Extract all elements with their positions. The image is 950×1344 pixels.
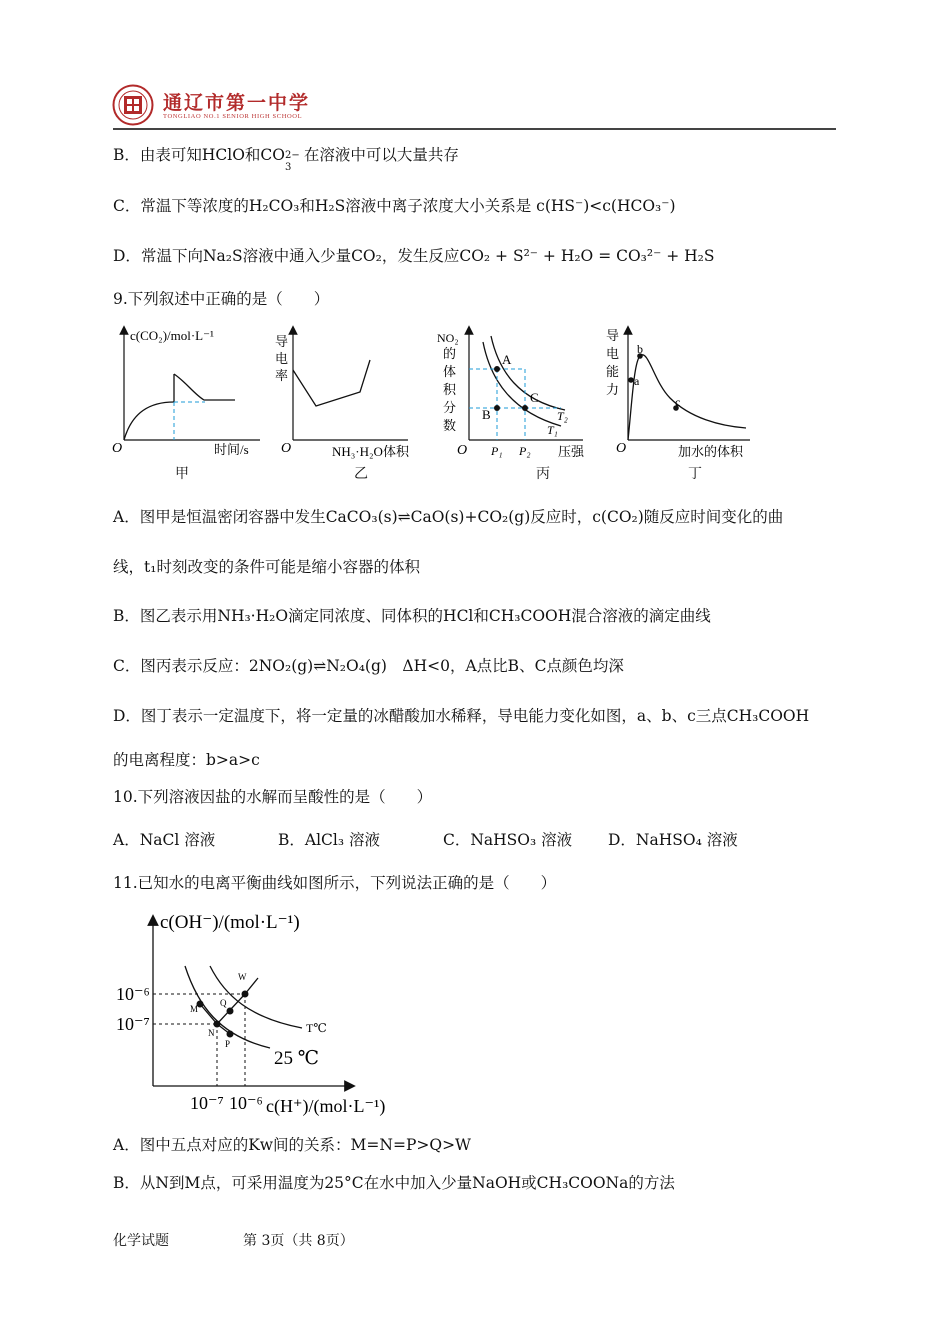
yi-curve bbox=[293, 360, 370, 406]
jia-xlabel: 时间/s bbox=[214, 442, 249, 457]
ding-ylabel-1: 导 bbox=[606, 328, 620, 343]
q11-label-curve-t: T℃ bbox=[306, 1021, 327, 1035]
q11-xlabel: c(H⁺)/(mol·L⁻¹) bbox=[266, 1096, 386, 1116]
school-name-en: TONGLIAO NO.1 SENIOR HIGH SCHOOL bbox=[163, 113, 303, 120]
q8-option-d: D．常温下向Na₂S溶液中通入少量CO₂，发生反应CO₂ + S²⁻ + H₂O = CO₃²⁻ + H₂S bbox=[113, 247, 715, 265]
figure-jia bbox=[110, 322, 270, 462]
yi-caption: 乙 bbox=[354, 466, 368, 482]
q8-option-c: C．常温下等浓度的H₂CO₃和H₂S溶液中离子浓度大小关系是 c(HS⁻)<c(HCO₃⁻) bbox=[113, 197, 676, 215]
q11-label-w: W bbox=[238, 972, 247, 982]
bing-p2: P₂ bbox=[519, 444, 531, 458]
figure-yi bbox=[268, 322, 428, 462]
q11-point-w bbox=[242, 991, 249, 998]
ding-caption: 丁 bbox=[688, 466, 702, 482]
q11-tick-x-6: 10⁻⁶ bbox=[229, 1093, 263, 1113]
figure-bing bbox=[433, 322, 598, 462]
jia-curve-decay bbox=[174, 374, 235, 400]
q11-point-n bbox=[214, 1021, 221, 1028]
bing-label-a: A bbox=[502, 352, 512, 367]
q10-option-a: A．NaCl 溶液 bbox=[113, 831, 216, 849]
q11-label-q: Q bbox=[220, 998, 227, 1008]
figure-ding bbox=[600, 322, 760, 462]
ding-xlabel: 加水的体积 bbox=[678, 444, 744, 459]
ding-ylabel-3: 能 bbox=[606, 364, 620, 379]
yi-ylabel-2: 电 bbox=[275, 351, 289, 366]
q11-stem: 11.已知水的电离平衡曲线如图所示，下列说法正确的是（ ） bbox=[113, 874, 557, 892]
q11-option-a: A．图中五点对应的Kw间的关系：M=N=P>Q>W bbox=[113, 1136, 471, 1154]
q9-option-a-line2: 线，t₁时刻改变的条件可能是缩小容器的体积 bbox=[113, 558, 420, 576]
q11-point-q bbox=[227, 1008, 234, 1015]
ding-label-b: b bbox=[637, 342, 643, 356]
q11-label-m: M bbox=[190, 1004, 199, 1014]
bing-label-b: B bbox=[482, 407, 491, 422]
ding-label-a: a bbox=[634, 374, 640, 388]
yi-xlabel: NH₃·H₂O体积 bbox=[332, 444, 409, 459]
q11-line-mn bbox=[200, 1004, 217, 1024]
figure-water-ionization bbox=[110, 906, 410, 1122]
ding-ylabel-4: 力 bbox=[606, 382, 620, 397]
q9-option-a-line1: A．图甲是恒温密闭容器中发生CaCO₃(s)⇌CaO(s)+CO₂(g)反应时，c(CO₂)随反应时间变化的曲 bbox=[113, 508, 784, 526]
q10-option-b: B．AlCl₃ 溶液 bbox=[278, 831, 380, 849]
bing-ylabel-1: NO₂ bbox=[437, 331, 459, 345]
bing-point-a bbox=[494, 366, 500, 372]
q9-option-c: C．图丙表示反应：2NO₂(g)⇌N₂O₄(g) ΔH<0，A点比B、C点颜色均深 bbox=[113, 657, 624, 675]
school-seal-icon bbox=[112, 84, 154, 126]
jia-origin: O bbox=[112, 441, 123, 456]
q8-option-b: B．由表可知HClO和CO 2− 3 在溶液中可以大量共存 bbox=[113, 146, 459, 173]
bing-ylabel-4: 积 bbox=[443, 382, 457, 397]
yi-ylabel-3: 率 bbox=[275, 368, 289, 383]
jia-caption: 甲 bbox=[175, 466, 189, 482]
ding-curve bbox=[628, 355, 746, 440]
q11-label-curve-25: 25 ℃ bbox=[274, 1048, 320, 1069]
bing-curve-t2 bbox=[491, 336, 565, 410]
school-name: 通辽市第一中学 bbox=[163, 92, 311, 114]
q9-stem: 9.下列叙述中正确的是（ ） bbox=[113, 290, 330, 308]
q10-option-c: C．NaHSO₃ 溶液 bbox=[443, 831, 573, 849]
footer-page-info: 第 3页（共 8页） bbox=[243, 1233, 354, 1249]
school-logo bbox=[112, 84, 154, 126]
header-rule bbox=[113, 128, 836, 130]
q11-ylabel: c(OH⁻)/(mol·L⁻¹) bbox=[160, 912, 300, 933]
q11-tick-x-7: 10⁻⁷ bbox=[190, 1093, 224, 1113]
bing-point-c bbox=[522, 405, 528, 411]
footer-subject: 化学试题 bbox=[113, 1233, 169, 1249]
q11-label-n: N bbox=[208, 1028, 215, 1038]
bing-curve-t1 bbox=[483, 342, 561, 426]
q10-option-d: D．NaHSO₄ 溶液 bbox=[608, 831, 738, 849]
q11-tick-y-7: 10⁻⁷ bbox=[116, 1014, 150, 1034]
ding-ylabel-2: 电 bbox=[606, 346, 620, 361]
bing-ylabel-2: 的 bbox=[443, 346, 457, 361]
bing-ylabel-5: 分 bbox=[443, 400, 457, 415]
bing-caption: 丙 bbox=[536, 466, 550, 482]
yi-ylabel-1: 导 bbox=[275, 334, 289, 349]
bing-ylabel-3: 体 bbox=[443, 364, 457, 379]
bing-xlabel: 压强 bbox=[558, 444, 585, 459]
jia-ylabel: c(CO₂)/mol·L⁻¹ bbox=[130, 328, 214, 343]
ding-point-a bbox=[628, 377, 634, 383]
q9-option-d-line2: 的电离程度：b>a>c bbox=[113, 751, 260, 769]
q10-stem: 10.下列溶液因盐的水解而呈酸性的是（ ） bbox=[113, 788, 433, 806]
bing-origin: O bbox=[457, 443, 468, 458]
bing-label-c: C bbox=[530, 390, 539, 405]
bing-label-t1: T₁ bbox=[547, 423, 558, 437]
yi-origin: O bbox=[281, 441, 292, 456]
bing-label-t2: T₂ bbox=[557, 409, 568, 423]
ding-label-c: c bbox=[675, 395, 681, 409]
q9-option-b: B．图乙表示用NH₃·H₂O滴定同浓度、同体积的HCl和CH₃COOH混合溶液的滴定曲线 bbox=[113, 607, 711, 625]
bing-ylabel-6: 数 bbox=[443, 418, 457, 433]
q9-option-d-line1: D．图丁表示一定温度下，将一定量的冰醋酸加水稀释，导电能力变化如图，a、b、c三点CH₃COOH bbox=[113, 707, 810, 725]
q11-option-b: B．从N到M点，可采用温度为25°C在水中加入少量NaOH或CH₃COONa的方法 bbox=[113, 1174, 675, 1192]
q11-tick-y-6: 10⁻⁶ bbox=[116, 984, 150, 1004]
bing-point-b bbox=[494, 405, 500, 411]
q11-point-p bbox=[227, 1031, 234, 1038]
ding-origin: O bbox=[616, 441, 627, 456]
q11-label-p: P bbox=[225, 1039, 231, 1049]
bing-p1: P₁ bbox=[491, 444, 503, 458]
q11-curve-t bbox=[210, 966, 302, 1028]
jia-curve-rise bbox=[124, 402, 174, 440]
